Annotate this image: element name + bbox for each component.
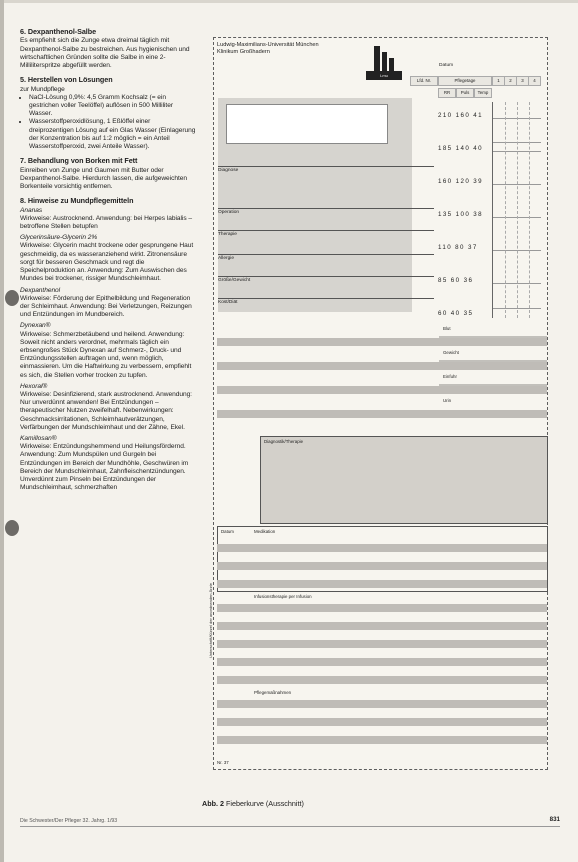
punch-hole <box>5 290 19 306</box>
agent-text: Wirkweise: Entzündungshemmend und Heilungsfördernd. Anwendung: Zum Mundspülen und Gurgeln bei Entzündungen im Bereich der Mundhöhle, Geschwüren im Bereich der Mundschleimhaut, Zahnfleischentzündungen. Unverdünnt zum Pinseln bei Entzündungen der Mundschleimhaut, schmerzhaften <box>20 443 189 492</box>
field-label: Kost/Diät <box>218 300 238 305</box>
agent-text: Wirkweise: Austrocknend. Anwendung: bei Herpes labialis – betroffene Stellen betupfen <box>20 214 192 231</box>
top-edge <box>0 0 578 3</box>
fever-chart-figure <box>208 37 548 770</box>
shaded-band <box>217 700 547 708</box>
scale-row: 85 60 36 <box>438 277 474 284</box>
section-label: Infusionstherapie per Infusion <box>254 594 312 599</box>
text-column <box>20 28 196 495</box>
vitals-row: Urin <box>443 398 452 403</box>
scale-head-pulse: Puls <box>456 88 474 98</box>
section-label: Datum <box>221 529 234 534</box>
field-line <box>218 166 434 167</box>
day-label: 3 <box>516 76 529 86</box>
field-line <box>218 208 434 209</box>
form-number: Nr. 37 <box>217 760 229 765</box>
care-days-label: Pflegetage <box>438 76 492 86</box>
day-label: 1 <box>492 76 505 86</box>
agent-text: Wirkweise: Glycerin macht trockene oder gesprungene Haut geschmeidig, da es wasseranziehend wirkt. Zitronensäure sorgt für besseren Geschmack und regt die Speichelproduktion an. Anwendung: Zum Auswischen des Mundes bei trockener, rissiger Mundschleimhaut. <box>20 242 194 283</box>
vitals-row: Einfuhr <box>443 374 457 379</box>
punch-hole <box>5 520 19 536</box>
agent-name: Kamillosan® <box>20 434 57 442</box>
agent-name: Hexoral® <box>20 382 48 390</box>
caption-text: Fieberkurve (Ausschnitt) <box>225 799 304 808</box>
figure-caption <box>202 799 304 808</box>
scale-row: 110 80 37 <box>438 244 478 251</box>
scale-row: 60 40 35 <box>438 310 474 317</box>
agent-name: Dynexan® <box>20 322 51 330</box>
heading-7: 7. Behandlung von Borken mit Fett <box>20 156 138 166</box>
agent-text: Wirkweise: Desinfizierend, stark austrocknend. Anwendung: Nur unverdünnt anwenden! Bei Entzündungen – therapeutischer Nutzen zweifelhaft. Nebenwirkungen: Geschmacksirritationen, Schleimhautverätzungen, Verfärbungen der Mundschleimhaut und der Zähne, Ekel. <box>20 390 192 431</box>
field-label: Diagnose <box>218 168 239 173</box>
list-5 <box>20 94 196 151</box>
field-label: Allergie <box>218 256 234 261</box>
section-label: Medikation <box>254 529 276 534</box>
heading-8: 8. Hinweise zu Mundpflegemitteln <box>20 196 134 206</box>
row-number-label: Lfd. Nr. <box>410 76 438 86</box>
day-label: 4 <box>528 76 541 86</box>
diagnostics-box <box>260 436 548 524</box>
shaded-band <box>217 544 547 552</box>
scale-row: 135 100 38 <box>438 211 483 218</box>
agent-text: Wirkweise: Förderung der Epithelbildung und Regeneration der Schleimhaut. Anwendung: Bei Verletzungen, Reizungen und Entzündungen im Mundbereich. <box>20 294 192 319</box>
shaded-band <box>217 362 547 370</box>
section-label: Diagnostik/Therapie <box>264 439 304 444</box>
field-label: Therapie <box>218 232 237 237</box>
patient-sticker-box <box>226 104 388 144</box>
footer-citation: Die Schwester/Der Pfleger 32. Jahrg. 1/93 <box>20 818 118 824</box>
date-label: Datum <box>439 63 454 68</box>
shaded-band <box>217 718 547 726</box>
scale-head-temp: Temp <box>474 88 492 98</box>
shaded-band <box>217 736 547 744</box>
scale-row: 185 140 40 <box>438 145 483 152</box>
scale-row: 210 160 41 <box>438 112 483 119</box>
field-line <box>218 230 434 231</box>
shaded-band <box>217 622 547 630</box>
agent-text: Wirkweise: Schmerzbetäubend und heilend. Anwendung: Soweit nicht anders verordnet, mehrmals täglich ein erbsengroßes Stück Dynexan auf Schmerz-, Druck- und Entzündungsstellen auftragen und, wenn möglich, einmassieren. Um die Haftwirkung zu verbessern, empfiehlt es sich, die Stellen vorher trocken zu tupfen. <box>20 330 192 379</box>
clinic-name: Klinikum Großhadern <box>217 48 270 55</box>
field-line <box>218 254 434 255</box>
shaded-band <box>217 580 547 588</box>
page-number: 831 <box>549 816 560 823</box>
shaded-band <box>217 338 547 346</box>
shaded-band <box>217 658 547 666</box>
page-spine <box>0 0 4 862</box>
shaded-band <box>217 386 547 394</box>
vitals-row: Gewicht <box>443 350 459 355</box>
field-label: Größe/Gewicht <box>218 278 251 283</box>
form-header <box>217 42 367 55</box>
signature-column-label: Unterschrift/Kürzel der anordnenden Ärzte <box>208 583 213 658</box>
agent-name: Dexpanthenol <box>20 286 61 294</box>
agent-name: Glycerinsäure-Glycerin 2% <box>20 234 98 242</box>
shaded-band <box>217 640 547 648</box>
university-logo <box>366 46 402 80</box>
paragraph-7: Einreiben von Zunge und Gaumen mit Butter oder Dexpanthenol-Salbe. Hierdurch lassen, die aufgeweichten Borkenteile vorsichtig entfernen. <box>20 166 187 191</box>
shaded-band <box>217 676 547 684</box>
section-label: Pflegemaßnahmen <box>254 690 292 695</box>
paragraph-6: Es empfiehlt sich die Zunge etwa dreimal täglich mit Dexpanthenol-Salbe zu bestreichen. Aus hygienischen und wirtschaftlichen Gründen sollte die Salbe in eine 2-Milliliterspritze abgefüllt werden. <box>20 37 190 70</box>
day-label: 2 <box>504 76 517 86</box>
heading-5: 5. Herstellen von Lösungen <box>20 75 113 85</box>
shaded-band <box>217 562 547 570</box>
footer-rule <box>20 826 560 827</box>
list-item: • NaCl-Lösung 0,9%: 4,5 Gramm Kochsalz (= ein gestrichen voller Teelöffel) auflösen in 500 Milliliter Wasser. <box>29 94 196 119</box>
logo-text: Lmu <box>366 71 402 80</box>
subheading-5: zur Mundpflege <box>20 85 65 93</box>
caption-label: Abb. 2 <box>202 799 224 808</box>
scale-row: 160 120 39 <box>438 178 483 185</box>
vitals-row: Blut <box>443 326 451 331</box>
heading-6: 6. Dexpanthenol-Salbe <box>20 27 97 36</box>
agent-name: Ananas <box>20 206 43 214</box>
university-name: Ludwig-Maximilians-Universität München <box>217 42 319 48</box>
scale-head-bp: RR <box>438 88 456 98</box>
field-label: Operation <box>218 210 240 215</box>
list-item: • Wasserstoffperoxidlösung, 1 Eßlöffel einer dreiprozentigen Lösung auf ein Glas Wasser (Einlagerung der Konzentration bis auf 1:2 möglich = ein Anteil Wasserstoffperoxid, zwei Anteile Wasser). <box>29 118 196 151</box>
field-line <box>218 298 434 299</box>
shaded-band <box>217 604 547 612</box>
curve-grid <box>492 102 541 318</box>
shaded-band <box>217 410 547 418</box>
field-line <box>218 276 434 277</box>
